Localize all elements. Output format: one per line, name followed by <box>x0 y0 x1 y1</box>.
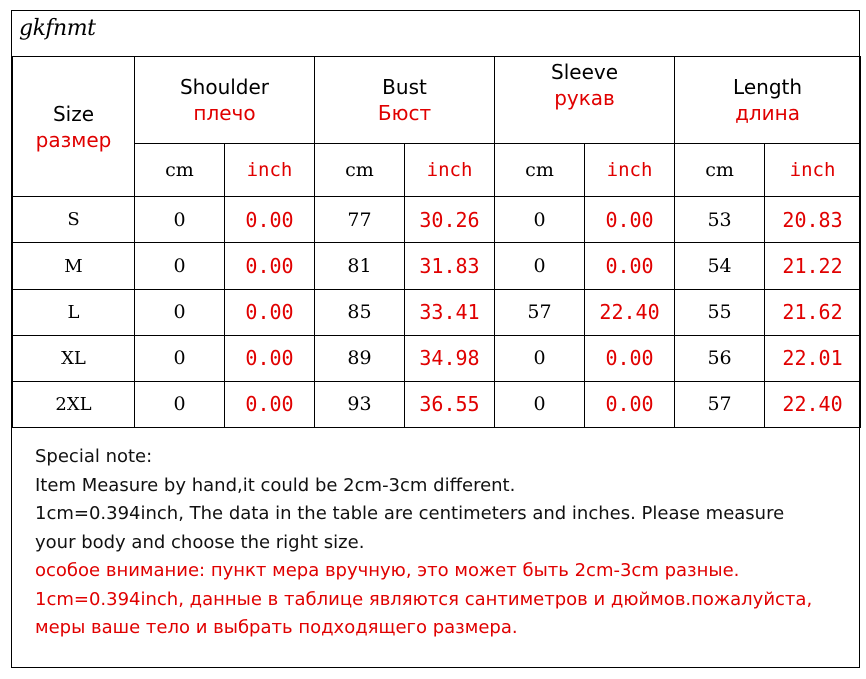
sleeve-cm-cell: 0 <box>495 197 585 243</box>
length-cm-cell: 57 <box>675 381 765 427</box>
bust-cm-unit: cm <box>315 144 405 197</box>
shoulder-inch-cell: 0.00 <box>225 197 315 243</box>
length-header-ru: длина <box>735 101 801 126</box>
sleeve-header <box>495 57 675 144</box>
sleeve-cm-cell: 0 <box>495 335 585 381</box>
sleeve-inch-cell: 0.00 <box>585 335 675 381</box>
brand-logo: gkfnmt <box>19 16 96 41</box>
shoulder-cm-cell: 0 <box>135 197 225 243</box>
bust-inch-cell: 33.41 <box>405 289 495 335</box>
bust-cm-cell: 93 <box>315 381 405 427</box>
note-line-ru: меры ваше тело и выбрать подходящего размера. <box>35 617 518 638</box>
shoulder-cm-cell: 0 <box>135 381 225 427</box>
shoulder-inch-cell: 0.00 <box>225 335 315 381</box>
shoulder-inch-cell: 0.00 <box>225 381 315 427</box>
length-inch-cell: 20.83 <box>765 197 861 243</box>
size-cell: XL <box>13 335 135 381</box>
size-cell: S <box>13 197 135 243</box>
length-inch-cell: 21.62 <box>765 289 861 335</box>
bust-inch-cell: 31.83 <box>405 243 495 289</box>
bust-cm-cell: 81 <box>315 243 405 289</box>
shoulder-inch-cell: 0.00 <box>225 289 315 335</box>
sleeve-inch-cell: 0.00 <box>585 197 675 243</box>
bust-cm-cell: 77 <box>315 197 405 243</box>
sleeve-inch-cell: 0.00 <box>585 243 675 289</box>
unit-row <box>13 144 861 197</box>
sleeve-inch-cell: 0.00 <box>585 381 675 427</box>
size-cell: M <box>13 243 135 289</box>
bust-header-ru: Бюст <box>377 101 432 126</box>
shoulder-cm-unit: cm <box>135 144 225 197</box>
length-inch-cell: 22.40 <box>765 381 861 427</box>
length-header <box>675 57 861 144</box>
bust-inch-cell: 36.55 <box>405 381 495 427</box>
note-line-ru: 1cm=0.394inch, данные в таблице являются сантиметров и дюймов.пожалуйста, <box>35 588 813 610</box>
table-row <box>13 197 861 243</box>
sleeve-cm-cell: 0 <box>495 381 585 427</box>
column-header-row <box>13 57 861 144</box>
sleeve-cm-cell: 57 <box>495 289 585 335</box>
special-note-section <box>12 427 859 668</box>
size-cell: 2XL <box>13 381 135 427</box>
note-line-ru: особое внимание: пункт мера вручную, это может быть 2cm-3cm разные. <box>35 560 740 581</box>
bust-cm-cell: 89 <box>315 335 405 381</box>
note-line-en: your body and choose the right size. <box>35 531 365 553</box>
bust-inch-unit: inch <box>405 144 495 197</box>
bust-header-en: Bust <box>382 75 427 100</box>
note-line-en: Item Measure by hand,it could be 2cm-3cm different. <box>35 474 516 496</box>
length-cm-cell: 54 <box>675 243 765 289</box>
length-header-en: Length <box>733 75 803 100</box>
length-inch-unit: inch <box>765 144 861 197</box>
length-inch-cell: 22.01 <box>765 335 861 381</box>
note-line-en: 1cm=0.394inch, The data in the table are centimeters and inches. Please measure <box>35 503 785 524</box>
size-chart-table <box>12 56 861 428</box>
sleeve-cm-unit: cm <box>495 144 585 197</box>
shoulder-inch-cell: 0.00 <box>225 243 315 289</box>
shoulder-inch-unit: inch <box>225 144 315 197</box>
size-header-en: Size <box>52 101 95 126</box>
sleeve-inch-cell: 22.40 <box>585 289 675 335</box>
table-row <box>13 243 861 289</box>
shoulder-header-ru: плечо <box>193 101 256 126</box>
note-line-en: Special note: <box>35 446 153 467</box>
sleeve-cm-cell: 0 <box>495 243 585 289</box>
sleeve-header-ru: рукав <box>554 86 615 110</box>
length-cm-unit: cm <box>675 144 765 197</box>
bust-cm-cell: 85 <box>315 289 405 335</box>
table-row <box>13 289 861 335</box>
bust-inch-cell: 30.26 <box>405 197 495 243</box>
length-cm-cell: 53 <box>675 197 765 243</box>
length-cm-cell: 55 <box>675 289 765 335</box>
shoulder-cm-cell: 0 <box>135 289 225 335</box>
bust-inch-cell: 34.98 <box>405 335 495 381</box>
sleeve-header-en: Sleeve <box>551 60 619 84</box>
shoulder-cm-cell: 0 <box>135 243 225 289</box>
shoulder-header <box>135 57 315 144</box>
size-header-ru: размер <box>35 127 112 152</box>
sleeve-inch-unit: inch <box>585 144 675 197</box>
table-row <box>13 381 861 427</box>
shoulder-header-en: Shoulder <box>179 75 270 100</box>
length-inch-cell: 21.22 <box>765 243 861 289</box>
size-cell: L <box>13 289 135 335</box>
bust-header <box>315 57 495 144</box>
shoulder-cm-cell: 0 <box>135 335 225 381</box>
length-cm-cell: 56 <box>675 335 765 381</box>
size-header <box>13 57 135 197</box>
table-row <box>13 335 861 381</box>
